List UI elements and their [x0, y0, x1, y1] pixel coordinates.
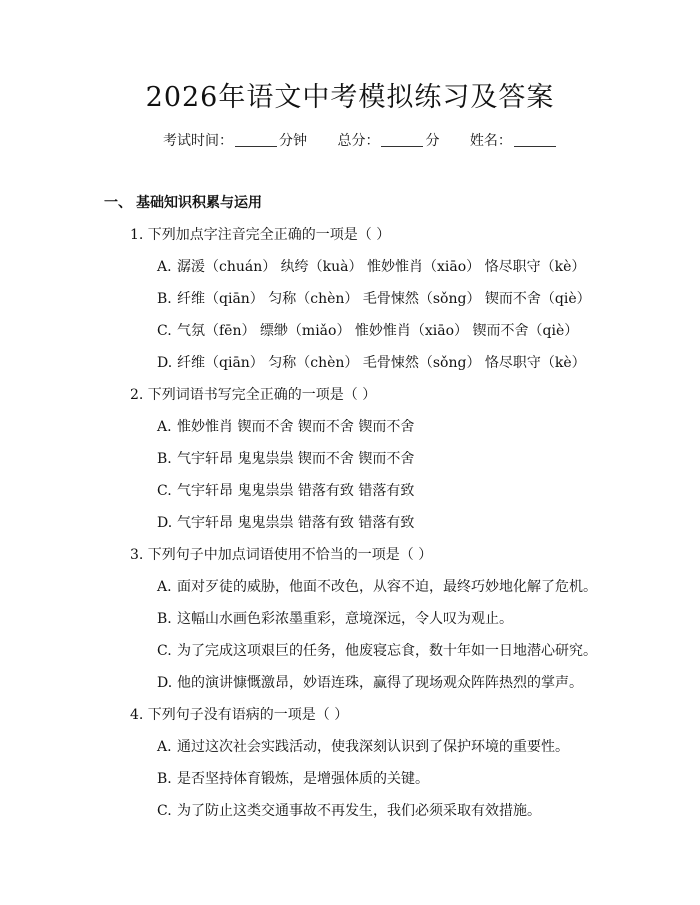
option-text: 气宇轩昂 鬼鬼祟祟 锲而不舍 锲而不舍: [177, 451, 415, 467]
question-1: 1. 下列加点字注音完全正确的一项是（ ）: [130, 227, 391, 243]
total-score-label: 总分：: [337, 133, 380, 149]
option-text: 气氛（fēn） 缥缈（miǎo） 惟妙惟肖（xiāo） 锲而不舍（qiè）: [177, 323, 579, 339]
question-2-option-b: [157, 448, 414, 470]
option-letter: A.: [157, 419, 172, 435]
section-heading: [104, 192, 262, 214]
option-text: 通过这次社会实践活动，使我深刻认识到了保护环境的重要性。: [177, 739, 569, 755]
option-text: 潺湲（chuán） 纨绔（kuà） 惟妙惟肖（xiāo） 恪尽职守（kè）: [177, 259, 586, 275]
question-3: 3. 下列句子中加点词语使用不恰当的一项是（ ）: [130, 547, 433, 563]
page-title: 2026年语文中考模拟练习及答案: [145, 82, 555, 113]
option-letter: C.: [157, 323, 172, 339]
option-text: 气宇轩昂 鬼鬼祟祟 错落有致 错落有致: [177, 515, 415, 531]
option-letter: A.: [157, 259, 172, 275]
exam-time-unit: 分钟: [279, 133, 307, 149]
exam-time-field: [163, 130, 307, 152]
name-field: [470, 130, 558, 152]
option-letter: A.: [157, 739, 172, 755]
question-1-option-a: [157, 256, 585, 278]
question-2: 2. 下列词语书写完全正确的一项是（ ）: [130, 387, 377, 403]
option-text: 为了防止这类交通事故不再发生，我们必须采取有效措施。: [177, 803, 541, 819]
option-text: 纤维（qiān） 匀称（chèn） 毛骨悚然（sǒng） 恪尽职守（kè）: [177, 355, 586, 371]
option-text: 是否坚持体育锻炼，是增强体质的关键。: [177, 771, 429, 787]
option-text: 惟妙惟肖 锲而不舍 锲而不舍 锲而不舍: [177, 419, 415, 435]
question-2-option-a: [157, 416, 414, 438]
option-letter: B.: [157, 771, 172, 787]
question-4-option-b: [157, 768, 429, 790]
question-3-option-a: [157, 576, 597, 598]
question-4-option-a: [157, 736, 569, 758]
option-letter: A.: [157, 579, 172, 595]
exam-time-label: 考试时间：: [163, 133, 233, 149]
option-letter: B.: [157, 291, 172, 307]
option-letter: C.: [157, 643, 172, 659]
question-4: 4. 下列句子没有语病的一项是（ ）: [130, 707, 349, 723]
option-text: 面对歹徒的威胁，他面不改色，从容不迫，最终巧妙地化解了危机。: [177, 579, 597, 595]
option-text: 纤维（qiān） 匀称（chèn） 毛骨悚然（sǒng） 锲而不舍（qiè）: [177, 291, 591, 307]
name-label: 姓名：: [469, 133, 512, 149]
exam-time-blank: [235, 132, 277, 147]
option-letter: D.: [157, 355, 173, 371]
option-letter: B.: [157, 611, 172, 627]
question-3-option-d: [157, 672, 583, 694]
option-text: 气宇轩昂 鬼鬼祟祟 错落有致 错落有致: [177, 483, 415, 499]
total-score-field: [337, 130, 439, 152]
total-score-unit: 分: [425, 133, 440, 149]
total-score-blank: [381, 132, 423, 147]
question-4-option-c: [157, 800, 541, 822]
question-1-option-c: [157, 320, 578, 342]
exam-info-line: [163, 130, 558, 152]
option-letter: B.: [157, 451, 172, 467]
question-2-option-c: [157, 480, 414, 502]
section-number: 一、: [104, 195, 132, 211]
option-text: 这幅山水画色彩浓墨重彩，意境深远，令人叹为观止。: [177, 611, 513, 627]
option-text: 他的演讲慷慨激昂，妙语连珠，赢得了现场观众阵阵热烈的掌声。: [177, 675, 583, 691]
question-2-option-d: [157, 512, 414, 534]
option-text: 为了完成这项艰巨的任务，他废寝忘食，数十年如一日地潜心研究。: [177, 643, 597, 659]
option-letter: D.: [157, 515, 173, 531]
option-letter: C.: [157, 803, 172, 819]
question-1-option-b: [157, 288, 591, 310]
option-letter: C.: [157, 483, 172, 499]
question-3-option-c: [157, 640, 597, 662]
section-title: 基础知识积累与运用: [136, 195, 262, 211]
name-blank: [514, 132, 556, 147]
option-letter: D.: [157, 675, 173, 691]
question-3-option-b: [157, 608, 513, 630]
question-1-option-d: [157, 352, 586, 374]
